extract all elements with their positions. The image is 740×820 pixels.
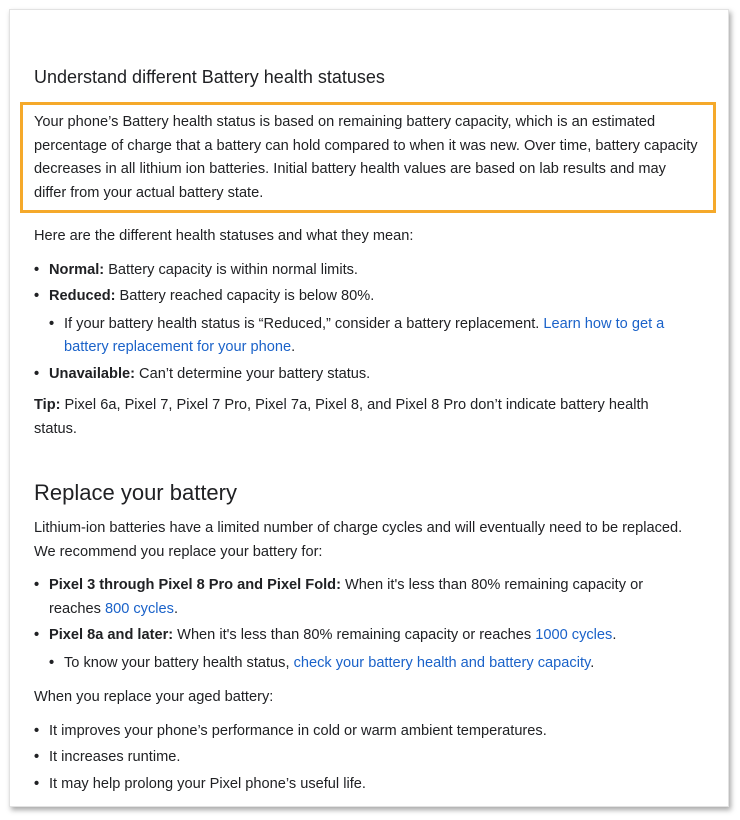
replace-intro: Lithium-ion batteries have a limited number of charge cycles and will eventually need to be replaced. We recommend you replace your battery for: xyxy=(34,520,683,560)
list-item-normal xyxy=(34,259,694,283)
status-desc: Battery reached capacity is below 80%. xyxy=(115,288,375,304)
model-term: Pixel 8a and later: xyxy=(49,627,174,643)
model-desc: When it's less than 80% remaining capacity or reaches xyxy=(173,627,536,643)
status-term: Unavailable: xyxy=(49,365,135,382)
check-sublist xyxy=(49,652,694,676)
status-desc: Battery capacity is within normal limits. xyxy=(104,261,358,278)
section-heading-battery-health: Understand different Battery health statuses xyxy=(34,67,385,87)
status-term: Reduced: xyxy=(49,288,116,304)
tip-paragraph xyxy=(34,394,694,441)
benefit-list xyxy=(34,720,694,797)
note-period: . xyxy=(291,339,296,355)
list-item-check-note xyxy=(49,652,694,676)
1000-cycles-link[interactable]: 1000 cycles xyxy=(535,627,613,643)
list-item-benefit: • It increases runtime. xyxy=(34,746,694,770)
note-text: To know your battery health status, xyxy=(64,654,294,671)
model-period: . xyxy=(612,627,617,643)
article-card xyxy=(9,9,729,807)
note-text: If your battery health status is “Reduced,” consider a battery replacement. xyxy=(64,315,544,332)
article-content xyxy=(34,66,698,799)
model-desc: When it's less than 80% remaining capacity or reaches xyxy=(49,577,644,617)
list-item-reduced-note xyxy=(49,313,694,360)
800-cycles-link[interactable]: 800 cycles xyxy=(104,600,174,617)
tip-label: Tip: xyxy=(34,397,61,413)
list-item-reduced xyxy=(34,285,694,360)
highlight-text: Your phone’s Battery health status is based on remaining battery capacity, which is an estimated percentage of charge that a battery can hold compared to when it was new. Over time, battery capacity decreases in all lithium ion batteries. Initial battery health values are based on lab results and may differ from your actual battery state. xyxy=(34,114,698,201)
section-heading-replace-battery: Replace your battery xyxy=(34,480,237,505)
model-period: . xyxy=(173,600,178,617)
status-list xyxy=(34,259,694,387)
statuses-intro: Here are the different health statuses and what they mean: xyxy=(34,228,414,244)
when-replace-intro: When you replace your aged battery: xyxy=(34,689,274,705)
list-item-benefit: • It may help prolong your Pixel phone’s useful life. xyxy=(34,773,694,797)
model-list xyxy=(34,574,694,675)
list-item-unavailable xyxy=(34,363,694,387)
reduced-sublist xyxy=(49,313,694,360)
highlighted-paragraph xyxy=(20,102,716,213)
model-term: Pixel 3 through Pixel 8 Pro and Pixel Fold: xyxy=(49,577,341,593)
list-item-pixel3-to-8pro xyxy=(34,574,694,621)
tip-text: Pixel 6a, Pixel 7, Pixel 7 Pro, Pixel 7a, Pixel 8, and Pixel 8 Pro don’t indicate battery health status. xyxy=(34,397,649,437)
list-item-pixel8a-later xyxy=(34,624,694,675)
check-battery-health-link[interactable]: check your battery health and battery capacity xyxy=(293,654,591,671)
note-period: . xyxy=(590,654,595,671)
status-desc: Can’t determine your battery status. xyxy=(134,365,371,382)
list-item-benefit: • It improves your phone’s performance in cold or warm ambient temperatures. xyxy=(34,720,694,744)
status-term: Normal: xyxy=(49,261,105,278)
battery-replacement-link[interactable]: Learn how to get a battery replacement for your phone xyxy=(64,315,665,355)
